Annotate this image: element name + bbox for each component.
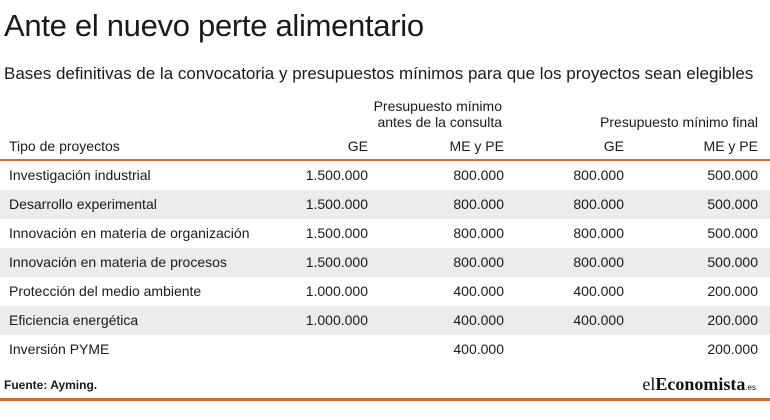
cell-project-type: Investigación industrial: [9, 167, 151, 183]
cell-mepe-before: 400.000: [453, 283, 504, 299]
cell-mepe-before: 400.000: [453, 341, 504, 357]
column-header-ge-final: GE: [603, 138, 624, 154]
cell-mepe-final: 500.000: [707, 225, 758, 241]
page-subtitle: Bases definitivas de la convocatoria y presupuestos mínimos para que los proyectos sean elegibles: [4, 64, 754, 83]
table-row: [0, 190, 770, 219]
cell-mepe-final: 200.000: [707, 312, 758, 328]
cell-ge-final: 800.000: [573, 196, 624, 212]
column-header-mepe-final: ME y PE: [703, 138, 758, 154]
cell-project-type: Protección del medio ambiente: [9, 283, 202, 299]
group-header-before-line2: antes de la consulta: [377, 114, 502, 130]
cell-project-type: Desarrollo experimental: [9, 196, 157, 212]
logo-suffix: .es: [745, 383, 756, 392]
cell-mepe-final: 200.000: [707, 283, 758, 299]
table-row: [0, 335, 770, 364]
cell-mepe-before: 800.000: [453, 225, 504, 241]
column-header-mepe-before: ME y PE: [449, 138, 504, 154]
cell-ge-final: 800.000: [573, 254, 624, 270]
cell-mepe-before: 400.000: [453, 312, 504, 328]
column-header-project-type: Tipo de proyectos: [9, 138, 120, 154]
cell-ge-before: 1.000.000: [305, 312, 368, 328]
table-row: [0, 161, 770, 190]
cell-ge-final: 400.000: [573, 283, 624, 299]
cell-mepe-before: 800.000: [453, 167, 504, 183]
cell-ge-final: 800.000: [573, 167, 624, 183]
table-body: [0, 161, 770, 364]
cell-project-type: Innovación en materia de organización: [9, 225, 250, 241]
cell-ge-before: 1.500.000: [305, 167, 368, 183]
table-row: [0, 248, 770, 277]
cell-mepe-final: 500.000: [707, 167, 758, 183]
group-header-final: Presupuesto mínimo final: [600, 114, 758, 130]
cell-mepe-final: 500.000: [707, 196, 758, 212]
logo-prefix: el: [642, 374, 656, 394]
footer-divider: [0, 398, 770, 401]
cell-ge-final: 800.000: [573, 225, 624, 241]
cell-project-type: Innovación en materia de procesos: [9, 254, 227, 270]
table-row: [0, 306, 770, 335]
cell-ge-final: 400.000: [573, 312, 624, 328]
logo-main: Economista: [655, 374, 746, 394]
cell-ge-before: 1.500.000: [305, 254, 368, 270]
cell-mepe-before: 800.000: [453, 196, 504, 212]
page-title: Ante el nuevo perte alimentario: [4, 8, 424, 43]
group-header-before-line1: Presupuesto mínimo: [373, 98, 502, 114]
group-header-before-consultation: [374, 98, 502, 130]
source-note: Fuente: Ayming.: [4, 378, 98, 392]
column-header-ge-before: GE: [347, 138, 368, 154]
cell-ge-before: 1.000.000: [305, 283, 368, 299]
cell-mepe-final: 200.000: [707, 341, 758, 357]
cell-mepe-final: 500.000: [707, 254, 758, 270]
cell-ge-before: 1.500.000: [305, 196, 368, 212]
cell-ge-before: 1.500.000: [305, 225, 368, 241]
cell-project-type: Eficiencia energética: [9, 312, 139, 328]
table-row: [0, 219, 770, 248]
cell-mepe-before: 800.000: [453, 254, 504, 270]
table-row: [0, 277, 770, 306]
eleconomista-logo: [642, 374, 756, 395]
cell-project-type: Inversión PYME: [9, 341, 110, 357]
